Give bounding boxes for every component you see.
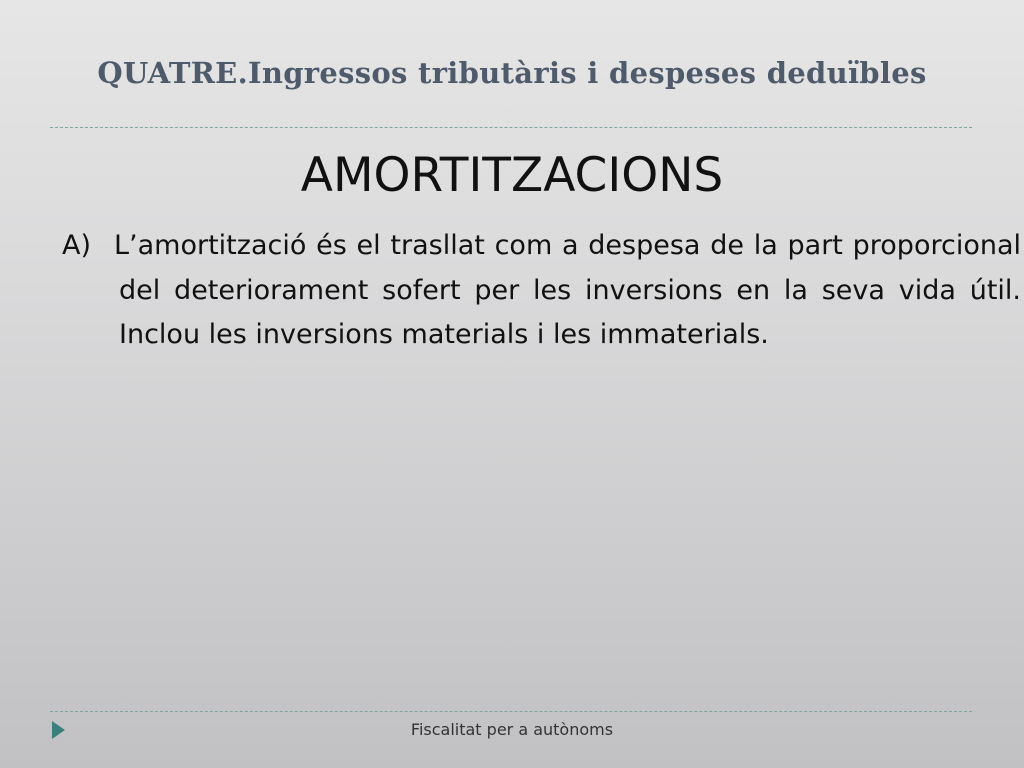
paragraph-text: L’amortització és el trasllat com a despesa de la part proporcional del deteriorament sofert per les inversions en la seva vida útil. Inclou les inversions materials i les immaterials. [114,230,1021,350]
body-paragraph [62,224,1021,358]
paragraph-marker: A) [62,230,92,261]
section-heading: AMORTITZACIONS [300,148,724,203]
slide-title: QUATRE.Ingressos tributàris i despeses deduïbles [97,56,927,90]
footer-text: Fiscalitat per a autònoms [410,720,614,739]
title-divider [50,127,972,128]
footer-divider [50,711,972,712]
